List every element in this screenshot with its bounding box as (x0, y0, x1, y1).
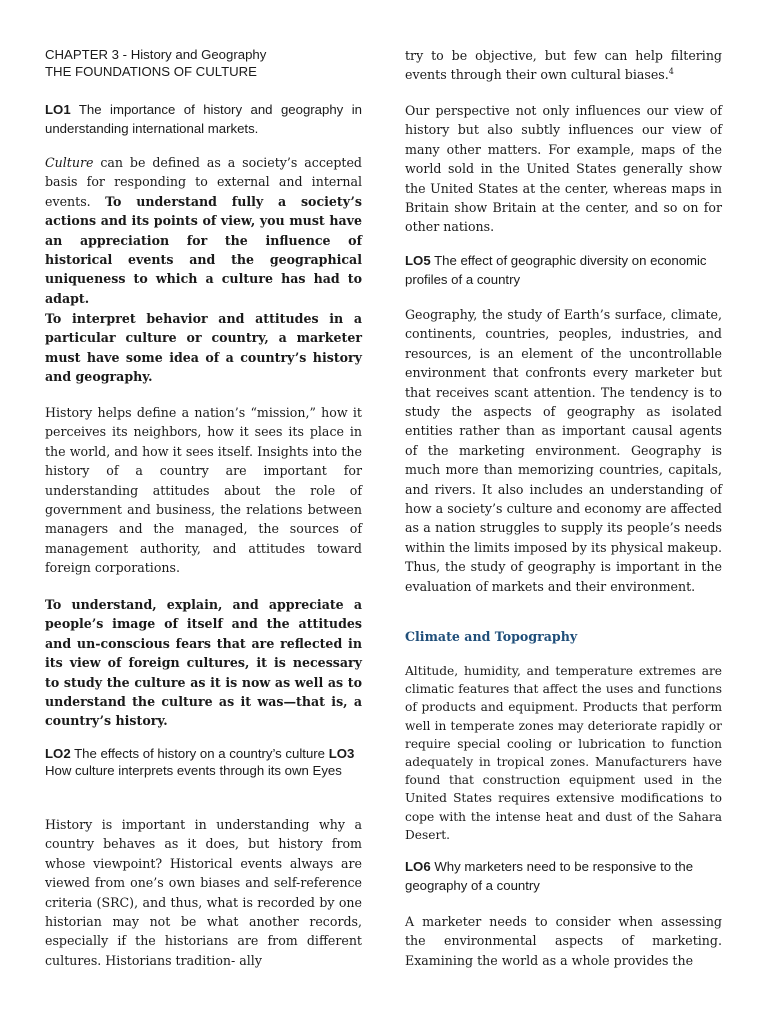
climate-topography-heading: Climate and Topography (405, 629, 578, 644)
culture-intro: can be defined as a society’s accepted basis for responding to external and internal events. (45, 155, 362, 209)
learning-objective-lo5 (405, 251, 722, 289)
history-mission-paragraph: History helps define a nation’s “mission,” how it perceives its neighbors, how it sees its place in the world, and how it sees itself. Insights into the history of a country are important for understanding attitudes about the role of government and business, the relations between managers and the managed, the sources of management authority, and attitudes toward foreign corporations. (45, 405, 362, 576)
lo5-text: The effect of geographic diversity on economic profiles of a country (405, 253, 707, 287)
perspective-paragraph: Our perspective not only influences our view of history but also subtly influences our view of many other matters. For example, maps of the world sold in the United States generally show the United States at the center, whereas maps in Britain show Britain at the center, and so on for other nations. (405, 103, 722, 235)
culture-term: Culture (45, 155, 94, 170)
culture-definition-paragraph (45, 153, 362, 308)
lo6-text: Why marketers need to be responsive to the geography of a country (405, 859, 694, 893)
lo1-code: LO1 (45, 102, 71, 117)
chapter-subtitle: THE FOUNDATIONS OF CULTURE (45, 64, 257, 79)
climate-paragraph: Altitude, humidity, and temperature extremes are climatic features that affect the uses and functions of products and equipment. Products that perform well in temperate zones may deteriorate rapidly or require special cooling or lubrication to function adequately in tropical zones. Manufacturers have found that construction equipment used in the United States requires extensive modifications to cope with the intense heat and dust of the Sahara Desert. (405, 664, 722, 842)
lo5-code: LO5 (405, 253, 431, 268)
history-viewpoint-paragraph: History is important in understanding why a country behaves as it does, but history from whose viewpoint? Historical events always are viewed from one’s own biases and self-reference criteria (SRC), and thus, what is recorded by one historian may not be what another records, especially if the historians are from different cultures. Historians tradition- ally (45, 817, 362, 968)
marketer-paragraph: A marketer needs to consider when assessing the environmental aspects of marketing. Examining the world as a whole provides the (405, 914, 722, 968)
lo3-text: How culture interprets events through its own Eyes (45, 763, 342, 778)
interpret-behavior-paragraph: To interpret behavior and attitudes in a particular culture or country, a marketer must have some idea of a country’s history and geography. (45, 311, 362, 385)
footnote-ref: 4 (668, 67, 674, 77)
learning-objective-lo1 (45, 100, 362, 138)
culture-emphasis: To understand fully a society’s actions and its points of view, you must have an appreciation for the influence of historical events and the geographical uniqueness to which a culture has had to adapt. (45, 193, 362, 306)
learning-objectives-lo2-lo3 (45, 745, 362, 779)
understand-culture-paragraph: To understand, explain, and appreciate a people’s image of itself and the attitudes and un-conscious fears that are reflected in its view of foreign cultures, it is necessary to study the culture as it is now as well as to understand the culture as it was—that is, a country’s history. (45, 597, 362, 729)
lo6-code: LO6 (405, 859, 431, 874)
geography-paragraph: Geography, the study of Earth’s surface, climate, continents, countries, peoples, industries, and resources, is an element of the uncontrollable environment that confronts every marketer but that receives scant attention. The tendency is to study the aspects of geography as isolated entities rather than as important causal agents of the marketing environment. Geography is much more than memorizing countries, capitals, and rivers. It also includes an understanding of how a society’s culture and economy are affected as a nation struggles to supply its people’s needs within the limits imposed by its physical makeup. Thus, the study of geography is important in the evaluation of markets and their environment. (405, 307, 722, 594)
lo1-text: The importance of history and geography in understanding international markets. (45, 102, 362, 136)
continuation-paragraph (405, 46, 722, 85)
chapter-title: CHAPTER 3 - History and Geography (45, 47, 267, 62)
learning-objective-lo6 (405, 857, 722, 895)
continuation-text: try to be objective, but few can help filtering events through their own cultural biases. (405, 48, 722, 83)
lo3-code: LO3 (328, 746, 355, 761)
lo2-text: The effects of history on a country’s culture (70, 746, 329, 761)
lo2-code: LO2 (45, 746, 71, 761)
chapter-header (45, 46, 362, 80)
